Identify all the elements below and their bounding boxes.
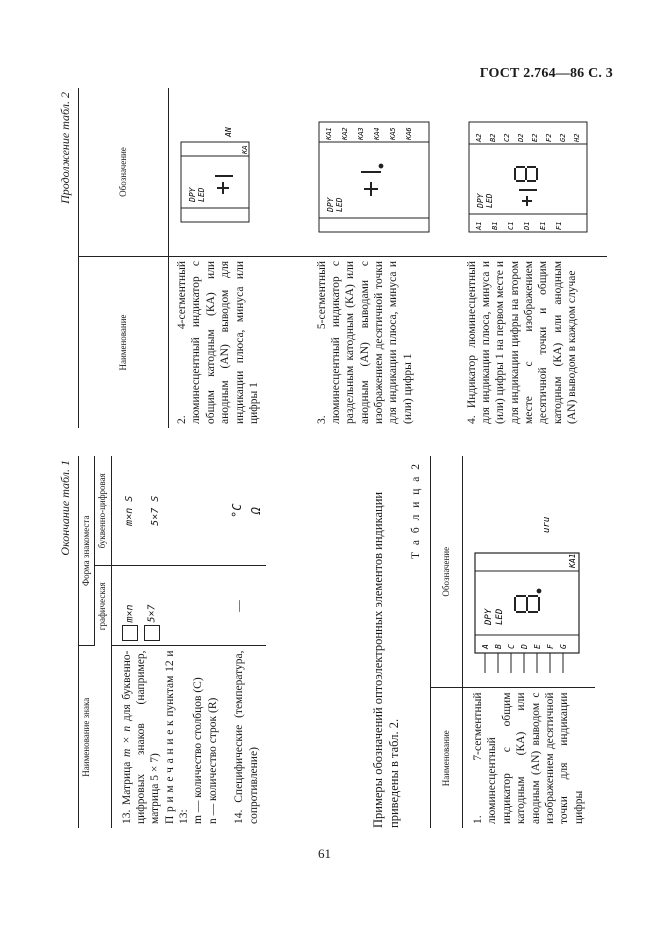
seven-seg-digit-icon [515, 590, 540, 612]
rotated-content [58, 88, 635, 828]
row13-m-line: m — количество столбцов (С) [192, 677, 205, 824]
svg-text:F2: F2 [544, 133, 553, 142]
svg-text:LED: LED [197, 187, 206, 202]
two-digit-symbol [461, 92, 601, 252]
svg-text:KA1: KA1 [324, 127, 333, 140]
table-row [459, 88, 607, 428]
graphic-5x7: 5×7 [146, 604, 158, 623]
table2-caption: Т а б л и ц а 2 [410, 462, 422, 560]
table-row [463, 456, 596, 828]
svg-text:A1: A1 [474, 221, 483, 230]
row13-note-rest: к пунктам 12 и 13: [163, 650, 190, 824]
svg-text:AN: AN [224, 127, 233, 137]
svg-text:LED: LED [334, 197, 344, 212]
svg-text:KA: KA [241, 145, 249, 154]
svg-text:KA5: KA5 [388, 127, 397, 140]
row13-lead: 13. Матрица [120, 761, 133, 824]
led-label: LED [495, 609, 505, 626]
row14-alnum-res: Ω [249, 507, 264, 515]
four-seg-symbol [171, 92, 301, 252]
svg-text:G2: G2 [558, 133, 567, 142]
table-row [222, 456, 266, 828]
col-form-header: Форма знакоместа [79, 456, 95, 646]
alnum-5x7: 5×7 S [150, 495, 161, 526]
t2-row1-text: 1. 7-сегментный люминесцентный индикатор с общим катодным (КА) или анодным (AN) выводом с изображением десятичной точки для индикации цифры [472, 692, 585, 824]
row13-n-line: n — количество строк (R) [206, 697, 219, 824]
svg-text:DPY: DPY [475, 193, 485, 208]
alnum-mxn: m×n S [123, 495, 135, 526]
svg-text:LED: LED [484, 193, 494, 208]
left-column [58, 456, 635, 828]
pin-label: G [559, 644, 568, 650]
table2 [430, 456, 595, 828]
paragraph: Примеры обозначений оптоэлектронных элементов индикации приведены в табл. 2. [371, 491, 402, 828]
rt-row-text: 2. 4-сегментный люминесцентный индикатор с общим катодным (КА) или анодным (AN) выводом для индикации плюса, минуса или цифры 1 [176, 261, 260, 424]
svg-text:DPY: DPY [188, 187, 197, 202]
svg-text:E2: E2 [530, 133, 539, 142]
t2-col-name: Наименование [431, 688, 463, 828]
table-row [111, 456, 222, 828]
rt-col-name: Наименование [79, 257, 169, 429]
svg-text:E1: E1 [538, 221, 547, 230]
pin-label: B [494, 644, 503, 650]
svg-text:A2: A2 [474, 133, 483, 142]
svg-text:D2: D2 [516, 133, 525, 142]
table1-caption: Окончание табл. 1 [58, 460, 72, 556]
table2-continued [78, 88, 607, 428]
dpy-label: DPY [484, 609, 494, 626]
five-seg-symbol [311, 92, 451, 252]
pin-label: C [507, 644, 516, 650]
col-alnum-header: буквенно-цифровая [95, 456, 111, 566]
row13-rest: для буквенно-цифровых знаков (например, матрица 5 × 7) [120, 650, 162, 824]
seven-seg-symbol [469, 464, 589, 684]
svg-text:C2: C2 [502, 133, 511, 142]
row13-math: m × n [120, 725, 133, 757]
svg-text:B1: B1 [490, 221, 499, 230]
t2-col-symbol: Обозначение [431, 456, 463, 688]
svg-text:DPY: DPY [325, 197, 335, 212]
row14-graphic: — [222, 566, 266, 646]
pin-label: A [481, 644, 490, 650]
svg-text:F1: F1 [554, 221, 563, 230]
rt-row-text: 4. Индикатор люминесцентный для индикации плюса, минуса и (или) цифры 1 на первом месте и для индикации цифры на втором месте с изображением десятичной точки и общим катодным (КА) или анодным (AN) выводом в каждом случае [465, 261, 579, 424]
table-row [169, 88, 309, 428]
col-name-header: Наименование знака [79, 646, 112, 828]
pin-label: D [520, 644, 529, 650]
page-number: 61 [318, 846, 331, 861]
graphic-mxn: m×n [124, 604, 136, 623]
pin-label: E [533, 644, 542, 650]
uru-label: uru [542, 517, 552, 534]
table-row [309, 88, 459, 428]
table2-cont-caption: Продолжение табл. 2 [58, 92, 72, 204]
row13-note-label: П р и м е ч а н и е [163, 729, 176, 824]
svg-text:KA2: KA2 [340, 127, 349, 140]
col-graphic-header: графическая [95, 566, 111, 646]
rt-row-text: 3. 5-сегментный люминесцентный индикатор с раздельным катодным (КА) или анодным (AN) выводами с изображением десятичной точки для индикации плюса, минуса и (или) цифры 1 [315, 261, 414, 424]
matrix-square-icon [144, 626, 160, 642]
ka1-label: KA1 [568, 554, 577, 569]
pin-label: F [546, 644, 555, 650]
rt-col-symbol: Обозначение [79, 88, 169, 257]
svg-text:KA3: KA3 [356, 127, 365, 140]
svg-text:KA4: KA4 [372, 127, 381, 140]
right-column [58, 88, 635, 428]
page-header: ГОСТ 2.764—86 С. 3 [479, 66, 613, 81]
row14-alnum-temp: °C [230, 503, 245, 518]
matrix-square-icon [122, 626, 138, 642]
row14-text: 14. Специфические (температура, сопротивление) [233, 650, 260, 824]
svg-text:C1: C1 [506, 221, 515, 230]
svg-text:H2: H2 [572, 133, 581, 142]
svg-text:B2: B2 [488, 133, 497, 142]
table1 [78, 456, 266, 828]
svg-text:D1: D1 [522, 221, 531, 230]
svg-text:KA6: KA6 [404, 127, 413, 140]
